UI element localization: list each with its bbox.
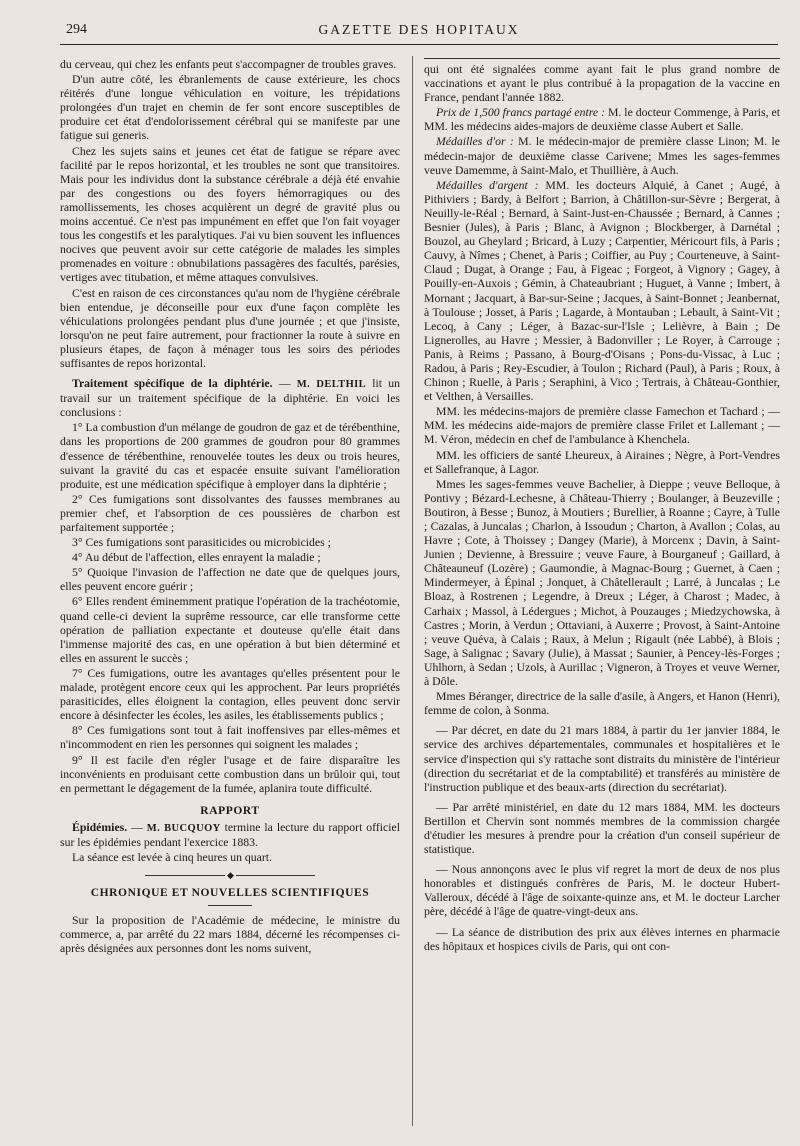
conclusion-item: 1° La combustion d'un mélange de goudron de gaz et de térébenthine, dans les proportions de 200 grammes de goudron pour 80 grammes d'essence de térébenthine, renouvelée toutes les deux ou trois heures, suivant la gravité du cas et espacée ensuite suivant l'amélioration produite, est une médication spécifique à employer dans la diphtérie ; <box>60 421 400 491</box>
conclusion-item: 2° Ces fumigations sont dissolvantes des fausses membranes au premier chef, et l'absorption de ces poussières de charbon est parfaitement supportée ; <box>60 492 400 534</box>
paragraph-text: lit un travail sur un traitement spécifique de la diphtérie. En voici les conclusions : <box>60 377 401 420</box>
award-heading: Médailles d'or : <box>436 135 514 149</box>
section-heading: Traitement spécifique de la diphtérie. <box>72 377 273 391</box>
paragraph: La séance est levée à cinq heures un quart. <box>72 851 272 865</box>
rapport-heading: RAPPORT <box>200 804 260 817</box>
right-column <box>424 58 780 955</box>
paragraph-prize <box>424 106 780 134</box>
conclusion-item: 7° Ces fumigations, outre les avantages qu'elles présentent pour le malade, protègent encore ceux qui les approchent. Par leurs propriétés parasiticides, elles éloignent la contagion, elles peuvent donc servir encore à désinfecter les écoles, les asiles, les établissements publics ; <box>60 666 400 723</box>
conclusion-item: 3° Ces fumigations sont parasiticides ou microbicides ; <box>72 536 331 550</box>
conclusion-item: 9° Il est facile d'en régler l'usage et de faire disparaître les inconvénients en produisant cette combustion dans un brûloir qui, tout en permettant le dégagement de la fumée, aplanira toute difficulté. <box>60 753 400 795</box>
page-number: 294 <box>66 22 87 37</box>
paragraph-text: termine la lecture du rapport officiel sur les épidémies pendant l'exercice 1883. <box>60 820 400 849</box>
conclusion-item: 5° Quoique l'invasion de l'affection ne date que de quelques jours, elles peuvent encore guérir ; <box>60 566 400 594</box>
conclusion-item: 6° Elles rendent éminemment pratique l'opération de la trachéotomie, quand celle-ci devient la suprême ressource, car elle transforme cette opération de palliation expectante et douteuse qu'elle était dans l'immense majorité des cas, en une opération à but bien déterminé et elles en assurent le succès ; <box>60 595 400 665</box>
paragraph: — Nous annonçons avec le plus vif regret la mort de deux de nos plus honorables et distingués confrères de Paris, M. le docteur Hubert-Valleroux, décédé à l'âge de soixante-quinze ans, et M. le docteur Larcher père, décédé à l'âge de quatre-vingt-deux ans. <box>424 863 780 919</box>
paragraph: qui ont été signalées comme ayant fait le plus grand nombre de vaccinations et ayant le plus contribué à la propagation de la vaccine en France, pendant l'année 1882. <box>424 63 780 105</box>
paragraph: du cerveau, qui chez les enfants peut s'accompagner de troubles graves. <box>60 58 397 71</box>
conclusion-item: 8° Ces fumigations sont tout à fait inoffensives par elles-mêmes et n'incommodent en rien les personnes qui soignent les malades ; <box>60 724 400 752</box>
paragraph-gold <box>424 135 780 177</box>
paragraph-epidemies <box>60 821 400 850</box>
paragraph: Chez les sujets sains et jeunes cet état de fatigue se répare avec facilité par le repos horizontal, et les troubles ne sont que transitoires. Mais pour les individus dont la substance cérébrale a déjà été envahie par des congestions ou des foyers hémorragiques ou des ramollissements, les choses acquièrent un degré de gravité plus ou moins accentué. Ce n'est pas impunément en effet que l'on fait voyager tous les congestifs et les paralytiques. J'ai vu bien souvent les influences nocives que peuvent avoir sur cette catégorie de malades les simples promenades en voiture : obnubilations passagères des facultés, parésies, vertiges avec titubation, et même attaques convulsives. <box>60 144 400 285</box>
ornament-divider <box>145 875 315 876</box>
left-column <box>60 58 400 958</box>
section-heading: Épidémies. <box>72 820 128 834</box>
paragraph-text: MM. les docteurs Alquié, à Canet ; Augé, à Pithiviers ; Bardy, à Belfort ; Barrion, à Châtillon-sur-Sèvre ; Bergerat, à Neuilly-le-Réal ; Bernard, à Saint-Just-en-Chaussée ; Bernard, à Cannes ; Besnier (Jules), à Paris ; Blanc, à Avignon ; Blockberger, à Darnétal ; Bouzol, au Gheylard ; Bricard, à Luzy ; Carpentier, Méricourt fils, à Paris ; Cauvy, à Nîmes ; Chenet, à Paris ; Coiffier, au Puy ; Courteneuve, à Saint-Claud ; Dugat, à Orange ; Fau, à Figeac ; Forgeot, à Vignory ; Gagey, à Pouilly-en-Auxois ; Gémin, à Chateaubriant ; Huguet, à Vanne ; Imbert, à Mornant ; Jacquart, à Bar-sur-Seine ; Jacques, à Saint-Bonnet ; Jeanbernat, à Toulouse ; Josset, à Paris ; Lagarde, à Montauban ; Lebault, à Saint-Vit ; Lecoq, à Cany ; Léger, à Bazac-sur-l'Isle ; Lelièvre, à Bain ; De Lignerolles, au Havre ; Messier, à Badonviller ; Le Royer, à Carrouge ; Panis, à Reims ; Passano, à Bourg-d'Oisans ; Pons-du-Vissac, à Luc ; Radou, à Paris ; Rey-Escudier, à Toulon ; Richard (Paul), à Paris ; Roux, à Chinon ; Ruelle, à Paris ; Seraphini, à Vico ; Tertrais, à Château-Gonthier, et Velthen, à Versailles. <box>424 178 780 404</box>
paragraph: Mmes les sages-femmes veuve Bachelier, à Dieppe ; veuve Belloque, à Pontivy ; Bézard-Lechesne, à Château-Thierry ; Boulanger, à Beuzeville ; Boutiron, à Besse ; Bunoz, à Moutiers ; Burellier, à Roanne ; Cayre, à Tulle ; Cazalas, à Juncalas ; Charlon, à Issoudun ; Charton, à Avallon ; Colas, au Havre ; Cote, à Thoissey ; Dangey (Marie), à Morcenx ; Davin, à Saint-Junien ; Devienne, à Bressuire ; veuve Faure, à Bourganeuf ; Gaillard, à Châteauneuf (Lozère) ; Gaumondie, à Magnac-Bourg ; Guernet, à Caen ; Mindermeyer, à Épinal ; Jonquet, à Châtellerault ; Larré, à Juncalas ; Le Bloaz, à Rostrenen ; Legendre, à Dreux ; Léger, à Charost ; Madec, à Carhaix ; Massol, à Lédergues ; Michot, à Pouzauges ; Miedzychowska, à Castres ; Morin, à Verdun ; Ottaviani, à Auxerre ; Provost, à Saint-Antoine ; veuve Quéva, à Calais ; Raux, à Melun ; Rigault (née Labbé), à Blois ; Sage, à Salignac ; Savary (Julie), à Massat ; Saunier, à Pencey-lès-Forges ; Uhlhorn, à Sedan ; Uzols, à Aurillac ; Vigneron, à Troyes et veuve Werner, à Dôle. <box>424 477 780 689</box>
chronicle-heading: CHRONIQUE ET NOUVELLES SCIENTIFIQUES <box>90 887 370 900</box>
paragraph: — La séance de distribution des prix aux élèves internes en pharmacie des hôpitaux et hospices civils de Paris, qui ont con- <box>424 925 780 953</box>
paragraph-diphtheria <box>60 377 400 420</box>
short-rule <box>208 905 252 906</box>
conclusion-item: 4° Au début de l'affection, elles enrayent la maladie ; <box>72 551 321 565</box>
paragraph: — Par arrêté ministériel, en date du 12 mars 1884, MM. les docteurs Bertillon et Chervin sont nommés membres de la commission chargée d'étudier les mesures à prendre pour la création d'un conseil supérieur de statistique. <box>424 800 780 857</box>
paragraph: MM. les médecins-majors de première classe Famechon et Tachard ; — MM. les médecins aide-majors de première classe Frilet et Lallemant ; — M. Véron, médecin en chef de l'ambulance à Khenchela. <box>424 405 780 447</box>
paragraph-text: M. le docteur Commenge, à Paris, et MM. les médecins aides-majors de deuxième classe Aubert et Salle. <box>424 106 781 134</box>
page-header <box>60 14 778 45</box>
award-heading: Prix de 1,500 francs partagé entre : <box>436 106 606 120</box>
dash: — <box>272 377 297 391</box>
top-rule <box>424 58 780 59</box>
award-heading: Médailles d'argent : <box>436 178 539 192</box>
paragraph: D'un autre côté, les ébranlements de cause extérieure, les chocs réitérés d'une longue véhiculation en voiture, les trépidations prolongées d'un trajet en chemin de fer sont encore susceptibles de produire cet état d'endolorissement cérébral qui se manifeste par une fatigue sui generis. <box>60 73 400 143</box>
column-divider <box>412 56 413 1126</box>
dash: — <box>127 820 147 834</box>
author-name: M. BUCQUOY <box>146 822 221 834</box>
paragraph-silver <box>424 179 780 405</box>
paragraph: MM. les officiers de santé Lheureux, à Airaines ; Nègre, à Port-Vendres et Sallefranque, à Lagor. <box>424 448 780 476</box>
paragraph: C'est en raison de ces circonstances qu'au nom de l'hygiène cérébrale bien entendue, je déconseille pour eux d'une façon complète les véhiculations prolongées pendant plus d'une journée ; et que j'insiste, lorsqu'on ne peut faire autrement, pour fractionner la route à suivre en plusieurs étapes, de façon à ménager tous les soirs des périodes suffisantes de repos horizontal. <box>60 286 400 370</box>
paragraph-text: M. le médecin-major de première classe Linon; M. le médecin-major de deuxième classe Carivene; Mmes les sages-femmes veuve Damemme, à Saint-Malo, et Thuillière, à Auch. <box>424 135 780 177</box>
paragraph: Mmes Béranger, directrice de la salle d'asile, à Angers, et Hanon (Henri), femme de colon, à Sonma. <box>424 690 780 718</box>
running-title: GAZETTE DES HOPITAUX <box>318 22 520 37</box>
author-name: M. DELTHIL <box>296 379 367 391</box>
paragraph: — Par décret, en date du 21 mars 1884, à partir du 1er janvier 1884, le service des archives départementales, communales et hospitalières et le service d'inspection qui s'y rattache sont distraits du ministère de l'intérieur (direction du secrétariat et de la comptabilité) et transférés au ministère de l'instruction publique et des beaux-arts (direction du secrétariat). <box>424 724 780 794</box>
paragraph: Sur la proposition de l'Académie de médecine, le ministre du commerce, a, par arrêté du 22 mars 1884, décerné les récompenses ci-après désignées aux personnes dont les noms suivent, <box>60 914 400 956</box>
